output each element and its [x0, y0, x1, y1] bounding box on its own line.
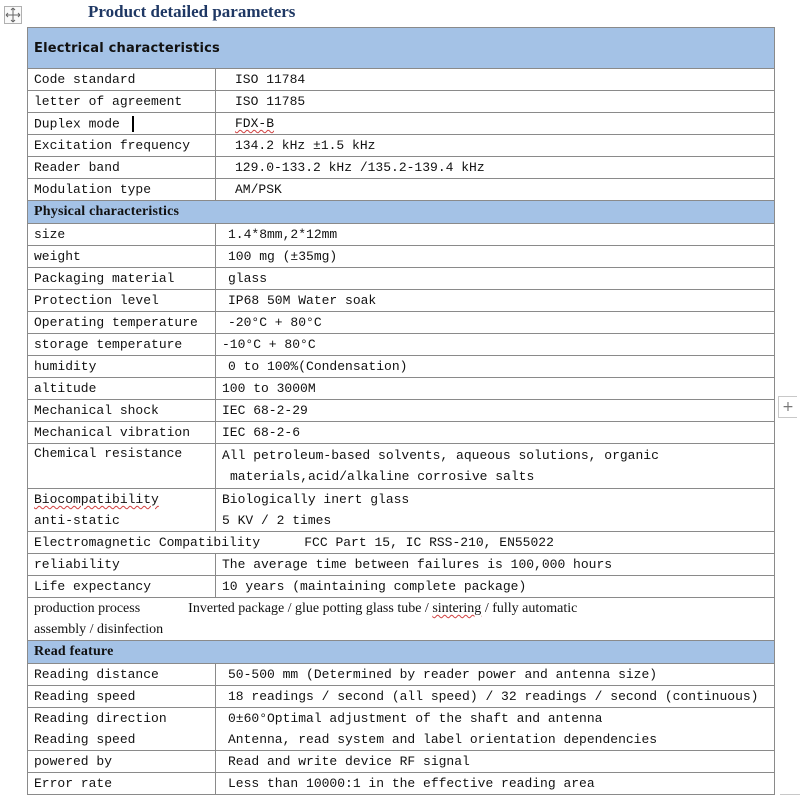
table-row: weight 100 mg (±35mg) [28, 246, 775, 268]
table-row: Protection level IP68 50M Water soak [28, 290, 775, 312]
table-row: Reader band 129.0-133.2 kHz /135.2-139.4 kHz [28, 157, 775, 179]
table-row: Biocompatibility anti-static Biologically inert glass 5 KV / 2 times [28, 489, 775, 532]
page-title: Product detailed parameters [88, 2, 296, 21]
table-row: Mechanical shock IEC 68-2-29 [28, 400, 775, 422]
table-row: reliability The average time between failures is 100,000 hours [28, 554, 775, 576]
table-row: Reading distance 50-500 mm (Determined by reader power and antenna size) [28, 664, 775, 686]
table-row: Excitation frequency 134.2 kHz ±1.5 kHz [28, 135, 775, 157]
table-row: Life expectancy 10 years (maintaining complete package) [28, 576, 775, 598]
table-row: altitude 100 to 3000M [28, 378, 775, 400]
text-cursor [132, 116, 134, 132]
table-row: Electromagnetic Compatibility FCC Part 15, IC RSS-210, EN55022 [28, 532, 775, 554]
section-heading-electrical: Electrical characteristics [28, 28, 775, 69]
table-move-handle-icon[interactable] [4, 6, 22, 24]
table-row: Code standard ISO 11784 [28, 69, 775, 91]
table-row: production process Inverted package / glue potting glass tube / sintering / fully automatic assembly / disinfection [28, 598, 775, 641]
table-row: Reading speed 18 readings / second (all speed) / 32 readings / second (continuous) [28, 686, 775, 708]
table-row: Error rate Less than 10000:1 in the effective reading area [28, 773, 775, 795]
table-row: Modulation type AM/PSK [28, 179, 775, 201]
section-heading-read: Read feature [28, 641, 775, 664]
table-row: size 1.4*8mm,2*12mm [28, 224, 775, 246]
bottom-corner-mark [780, 794, 800, 799]
table-row: letter of agreement ISO 11785 [28, 91, 775, 113]
table-row: Mechanical vibration IEC 68-2-6 [28, 422, 775, 444]
table-row: Duplex mode FDX-B [28, 113, 775, 135]
section-heading-physical: Physical characteristics [28, 201, 775, 224]
add-column-plus-icon[interactable]: + [778, 396, 797, 418]
table-row: Packaging material glass [28, 268, 775, 290]
table-row: Reading direction Reading speed 0±60°Optimal adjustment of the shaft and antenna Antenna, read system and label orientation dependencies [28, 708, 775, 751]
table-row: storage temperature -10°C + 80°C [28, 334, 775, 356]
table-row: powered by Read and write device RF signal [28, 751, 775, 773]
table-row: Operating temperature -20°C + 80°C [28, 312, 775, 334]
table-row: Chemical resistance All petroleum-based solvents, aqueous solutions, organic materials,acid/alkaline corrosive salts [28, 444, 775, 489]
table-row: humidity 0 to 100%(Condensation) [28, 356, 775, 378]
parameters-table [27, 27, 775, 795]
